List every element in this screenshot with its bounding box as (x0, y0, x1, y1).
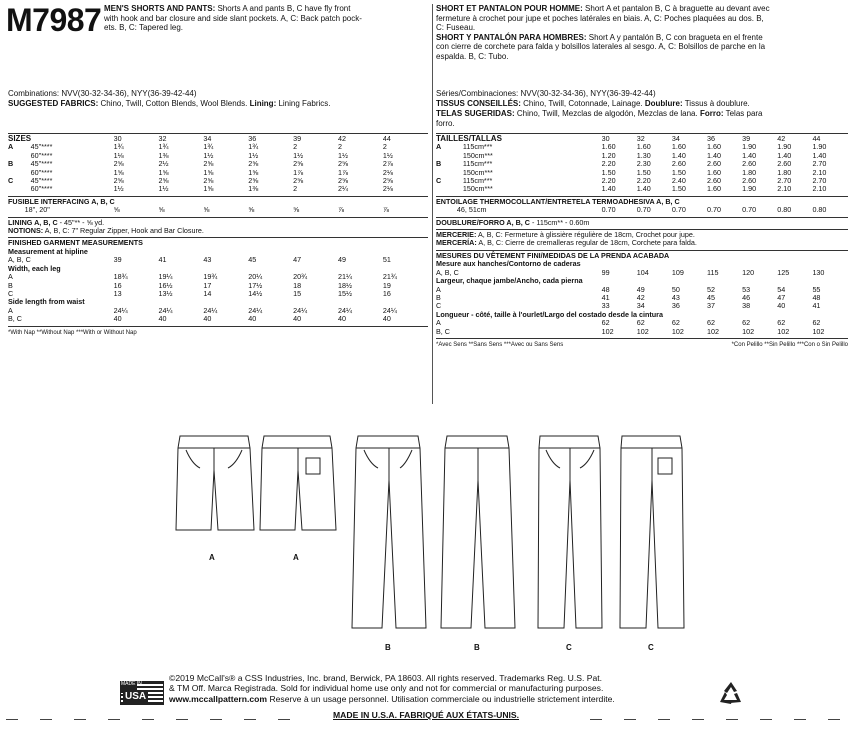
yardage-row: 150cm*** 1.50 1.50 1.50 1.60 1.80 1.80 2.10 (462, 167, 827, 177)
footnote-row: *With Nap **Without Nap ***With or Without Nap (8, 329, 137, 336)
combinations-french: Séries/Combinaciones: NVV(30-32-34-36), NYY(36-39-42-44) (436, 89, 656, 98)
desc-en-line: with hook and bar closure and side slant pockets. A, C: Back patch pock- (104, 13, 362, 23)
finished-measurements-heading: MESURES DU VÊTEMENT FINI/MEDIDAS DE LA PRENDA ACABADA (436, 250, 670, 260)
side-length-row: A 62 62 62 62 62 62 62 (436, 318, 821, 328)
side-length-heading: Longueur - côté, taille à l'ourlet/Largo del costado desde la cintura (436, 309, 663, 319)
leg-width-row: C 13 13½ 14 14½ 15 15½ 16 (8, 288, 391, 298)
leg-width-heading: Largeur, chaque jambe/Ancho, cada pierna (436, 276, 583, 286)
desc-en-line: ets. B, C: Tapered leg. (104, 23, 184, 33)
pants-c-front-drawing (538, 436, 602, 628)
leg-width-row: B 41 42 43 45 46 47 48 (436, 292, 821, 302)
recycle-icon (716, 680, 746, 708)
leg-width-row: C 33 34 36 37 38 40 41 (436, 301, 821, 311)
notions-spanish-row: MERCERÍA: A, B, C: Cierre de cremalleras regular de 18cm, Corchete para falda. (436, 238, 697, 248)
description-english (104, 4, 429, 33)
yardage-row: C 45"**** 2⅝ 2⅝ 2⅝ 2⅝ 2⅝ 2⅝ 2⅝ (8, 176, 393, 186)
made-in-usa-text: MADE IN U.S.A. FABRIQUÉ AUX ÉTATS-UNIS. (333, 710, 520, 720)
leg-width-heading: Width, each leg (8, 263, 61, 273)
yardage-row: B 45"**** 2⅝ 2½ 2⅝ 2⅝ 2⅝ 2⅝ 2⅞ (8, 159, 393, 169)
suggested-fabrics-spanish: TELAS SUGERIDAS: Chino, Twill, Mezclas de algodón, Mezclas de lana. Forro: Telas para (436, 109, 763, 118)
copyright-line-1: ©2019 McCall's® a CSS Industries, Inc. brand, Berwick, PA 18603. All rights reserved. Trademarks Reg. U.S. Pat. (169, 673, 603, 683)
sizes-header-row: TAILLES/TALLAS 30 32 34 36 39 42 44 (436, 134, 821, 143)
shorts-a-front-drawing (176, 436, 254, 530)
side-length-heading: Side length from waist (8, 297, 85, 307)
lining-row: LINING A, B, C - 45"** - ⅝ yd. (8, 217, 105, 227)
leg-width-row: A 18¾ 19¼ 19¾ 20¼ 20¾ 21¼ 21¾ (8, 272, 397, 282)
footnote-row: *Avec Sens **Sans Sens ***Avec ou Sans Sens *Con Pelillo **Sin Pelillo ***Con o Sin Pelillo (436, 341, 848, 348)
shorts-a-back-drawing (260, 436, 336, 530)
desc-en-line: MEN'S SHORTS AND PANTS: Shorts A and pants B, C have fly front (104, 4, 351, 13)
suggested-fabrics-spanish-tail: forro. (436, 119, 455, 128)
view-label-a2: A (293, 553, 299, 562)
desc-fr-line: fermeture à crochet pour jupe et poches latérales en biais. A, C: Poches plaquées au dos. B, (436, 13, 764, 23)
interfacing-heading: ENTOILAGE THERMOCOLLANT/ENTRETELA TERMOADHESIVA A, B, C (436, 196, 680, 206)
desc-es-line: espalda. B, C: Tubo. (436, 51, 509, 61)
yardage-row: 60"**** 1⅛ 1⅜ 1½ 1½ 1½ 1½ 1½ (30, 150, 393, 160)
view-label-b1: B (385, 643, 391, 652)
yardage-row: 150cm*** 1.20 1.30 1.40 1.40 1.40 1.40 1.40 (462, 150, 827, 160)
desc-fr-line: SHORT ET PANTALON POUR HOMME: Short A et pantalon B, C à braguette au devant avec (436, 4, 770, 13)
desc-es-line: con cierre de corchete para falda y bolsillos laterales al sesgo. A, C: Bolsillos de parche en la (436, 42, 766, 52)
suggested-fabrics-french: TISSUS CONSEILLÉS: Chino, Twill, Cotonnade, Lainage. Doublure: Tissus à doublure. (436, 99, 750, 108)
hipline-row: A, B, C 39 41 43 45 47 49 51 (8, 255, 391, 265)
view-label-b2: B (474, 643, 480, 652)
flag-sublabel: MADE IN (121, 681, 142, 687)
notions-row: NOTIONS: A, B, C: 7" Regular Zipper, Hook and Bar Closure. (8, 226, 204, 236)
leg-width-row: B 16 16½ 17 17½ 18 18½ 19 (8, 280, 391, 290)
side-length-row: B, C 40 40 40 40 40 40 40 (8, 314, 391, 324)
side-length-row: A 24¼ 24¼ 24¼ 24¼ 24¼ 24¼ 24¼ (8, 305, 397, 315)
leg-width-row: A 48 49 50 52 53 54 55 (436, 284, 821, 294)
suggested-fabrics-english: SUGGESTED FABRICS: Chino, Twill, Cotton Blends, Wool Blends. Lining: Lining Fabrics. (8, 99, 331, 108)
lining-row: DOUBLURE/FORRO A, B, C - 115cm** - 0.60m (436, 217, 590, 227)
pants-b-back-drawing (441, 436, 515, 628)
pants-b-front-drawing (352, 436, 426, 628)
made-in-usa-flag (120, 681, 164, 705)
notions-french-row: MERCERIE: A, B, C: Fermeture à glissière régulière de 18cm, Crochet pour jupe. (436, 230, 695, 240)
interfacing-row: 18", 20" ⅝ ⅝ ⅝ ⅝ ⅝ ⅞ ⅞ (24, 205, 389, 215)
copyright-line-2: & TM Off. Marca Registrada. Sold for individual home use only and not for commercial or manufacturing purposes. (169, 683, 604, 694)
yardage-row: 150cm*** 1.40 1.40 1.50 1.60 1.90 2.10 2.10 (462, 184, 827, 194)
pants-c-back-drawing (620, 436, 684, 628)
interfacing-row: 46, 51cm 0.70 0.70 0.70 0.70 0.70 0.80 0.80 (456, 205, 827, 215)
sizes-header-row: SIZES 30 32 34 36 39 42 44 (8, 134, 391, 143)
yardage-row: B 115cm*** 2.20 2.30 2.60 2.60 2.60 2.60 2.70 (436, 159, 827, 169)
desc-fr-line: C: Fuseau. (436, 23, 476, 33)
yardage-row: 60"**** 1⅝ 1⅝ 1⅝ 1⅝ 1⅞ 1⅞ 2⅛ (30, 167, 393, 177)
yardage-row: C 115cm*** 2.20 2.20 2.40 2.60 2.60 2.70 2.70 (436, 176, 827, 186)
hipline-heading: Mesure aux hanches/Contorno de caderas (436, 259, 581, 269)
description-french-spanish (436, 4, 851, 62)
hipline-heading: Measurement at hipline (8, 246, 88, 256)
yardage-row: 60"**** 1½ 1½ 1⅝ 1⅜ 2 2¼ 2⅛ (30, 184, 393, 194)
side-length-row: B, C 102 102 102 102 102 102 102 (436, 326, 825, 336)
copyright-block (169, 673, 615, 704)
combinations-english: Combinations: NVV(30-32-34-36), NYY(36-39-42-44) (8, 89, 197, 98)
garment-line-drawings (0, 420, 854, 650)
view-label-c1: C (566, 643, 572, 652)
yardage-table-english (8, 131, 428, 337)
pattern-number: M7987 (6, 2, 102, 38)
desc-es-line: SHORT Y PANTALÓN PARA HOMBRES: Short A y pantalón B, C con bragueta en el frente (436, 32, 763, 42)
copyright-line-3: www.mccallpattern.com Reserve à un usage personnel. Utilisation commerciale ou industrielle strictement interdite. (169, 693, 615, 704)
flag-label: USA (125, 691, 147, 702)
yardage-table-metric (436, 131, 848, 349)
interfacing-heading: FUSIBLE INTERFACING A, B, C (8, 196, 115, 206)
column-divider (432, 4, 433, 404)
view-label-a1: A (209, 553, 215, 562)
hipline-row: A, B, C 99 104 109 115 120 125 130 (436, 267, 825, 277)
yardage-row: A 115cm*** 1.60 1.60 1.60 1.60 1.90 1.90 1.90 (436, 142, 827, 152)
yardage-row: A 45"**** 1¾ 1¾ 1¾ 1¾ 2 2 2 (8, 142, 387, 152)
view-label-c2: C (648, 643, 654, 652)
finished-measurements-heading: FINISHED GARMENT MEASUREMENTS (8, 238, 143, 248)
